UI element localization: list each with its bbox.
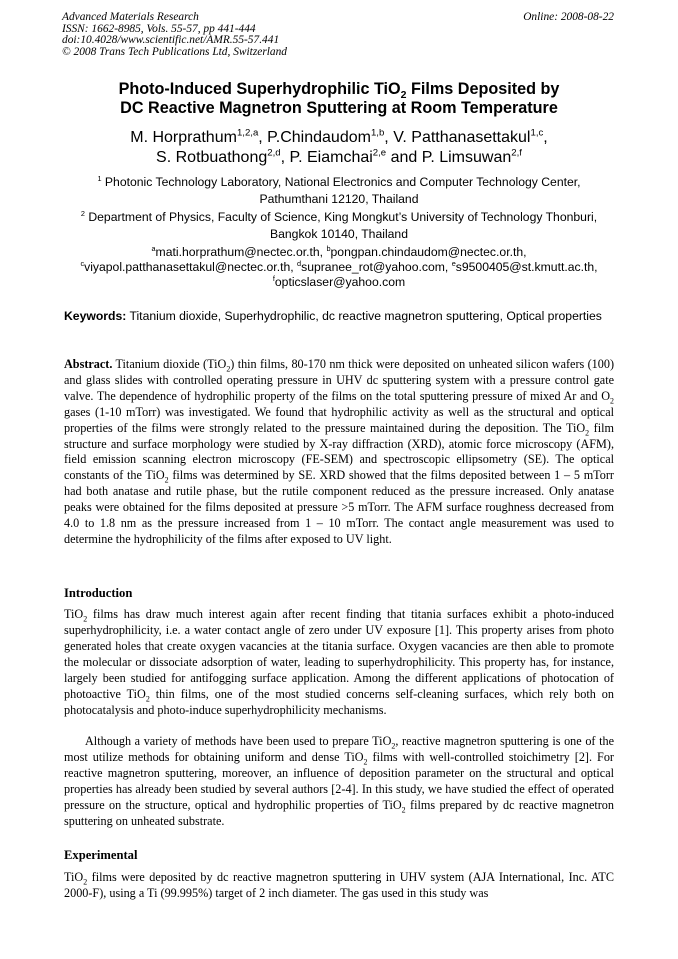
online-date: Online: 2008-08-22 xyxy=(523,11,614,23)
keywords-text: Titanium dioxide, Superhydrophilic, dc reactive magnetron sputtering, Optical properties xyxy=(126,309,602,323)
author-list xyxy=(40,128,638,168)
journal-name: Advanced Materials Research xyxy=(62,11,199,23)
keywords xyxy=(64,309,614,324)
running-header xyxy=(62,12,614,58)
title-line-1: Photo-Induced Superhydrophilic TiO$_2$ Films Deposited by xyxy=(118,80,560,102)
abstract-label: Abstract. xyxy=(64,357,113,371)
email-link: supranee_rot@yahoo.com, xyxy=(301,260,452,274)
email-link: pongpan.chindaudom@nectec.or.th, xyxy=(330,245,527,259)
author-emails: $^a$mati.horprathum@nectec.or.th, $^b$pongpan.chindaudom@nectec.or.th, $^c$viyapol.patthanasettakul@nectec.or.th, $^d$supranee_rot@yahoo.com, $^e$s9500405@st.kmutt.ac.th, $^f$opticslaser@yahoo.com xyxy=(80,243,598,289)
paper-title xyxy=(40,80,638,118)
title-line-2: DC Reactive Magnetron Sputtering at Room Temperature xyxy=(120,99,558,117)
author-line-1: M. Horprathum$^{1,2,a}$, P.Chindaudom$^{1,b}$, V. Patthanasettakul$^{1,c}$, xyxy=(130,127,548,146)
copyright-line: © 2008 Trans Tech Publications Ltd, Switzerland xyxy=(62,45,287,58)
affiliation-2: $^2$ Department of Physics, Faculty of Science, King Mongkut’s University of Technology Thonburi, Bangkok 10140, Thailand xyxy=(80,208,598,241)
email-link: opticslaser@yahoo.com xyxy=(274,275,406,289)
author-line-2: S. Rotbuathong$^{2,d}$, P. Eiamchai$^{2,e}$ and P. Limsuwan$^{2,f}$ xyxy=(156,147,522,166)
affiliation-1: $^1$ Photonic Technology Laboratory, National Electronics and Computer Technology Center, Pathumthani 12120, Thailand xyxy=(97,173,581,206)
email-link: viyapol.patthanasettakul@nectec.or.th, xyxy=(84,260,298,274)
introduction-paragraph-1: TiO$_2$ films has draw much interest again after recent finding that titania surfaces exhibit a photo-induced superhydrophilicity, i.e. a water contact angle of zero under UV exposure [1]. This property arises from photo generated holes that create oxygen vacancies at the titania surface. Oxygen vacancies are then able to promote the molecular or dissociate adsorption of water, leading to superhydrophilicity. This property has, for instance, largely been studied for antifogging surface application. Among the different applications of photocation of photoactive TiO$_2$ thin films, one of the most studied concerns self-cleaning surfaces, which rely both on photocatalysis and photo-induce superhydrophilicity mechanisms. xyxy=(64,607,614,717)
doi-line: doi:10.4028/www.scientific.net/AMR.55-57.441 xyxy=(62,34,280,47)
issn-line: ISSN: 1662-8985, Vols. 55-57, pp 441-444 xyxy=(62,22,256,35)
section-heading-experimental: Experimental xyxy=(64,848,138,862)
experimental-paragraph-1: TiO$_2$ films were deposited by dc reactive magnetron sputtering in UHV system (AJA International, Inc. ATC 2000-F), using a Ti (99.995%) target of 2 inch diameter. The gas used in this study was xyxy=(64,870,614,900)
section-heading-introduction: Introduction xyxy=(64,586,133,600)
introduction-paragraph-2: Although a variety of methods have been used to prepare TiO$_2$, reactive magnetron sputtering is one of the most utilize methods for obtaining uniform and dense TiO$_2$ films with well-controlled stoichimetry [2]. For reactive magnetron sputtering, moreover, an influence of deposition parameter on the structural and optical properties has already been studied by several authors [2-4]. In this study, we have studied the effect of operated pressure on the structure, optical and hydrophilic properties of TiO$_2$ films prepared by dc reactive magnetron sputtering on unheated substrate. xyxy=(64,734,614,828)
email-link: s9500405@st.kmutt.ac.th, xyxy=(455,260,598,274)
email-link: mati.horprathum@nectec.or.th, xyxy=(155,245,327,259)
keywords-label: Keywords: xyxy=(64,309,127,323)
abstract: Abstract. Titanium dioxide (TiO$_2$) thin films, 80-170 nm thick were deposited on unheated silicon wafers (100) and glass slides with controlled operating pressure in UHV dc sputtering system with a pressure control gate valve. The dependence of hydrophilic property of the films on the total sputtering pressure of mixed Ar and $O_2$ gases (1-10 mTorr) was investigated. We found that hydrophilic activity as well as the structural and optical properties of the films were strongly related to the pressure maintained during the deposition. The TiO$_2$ film structure and surface morphology were studied by X-ray diffraction (XRD), atomic force microscopy (AFM), field emission scanning electron microscopy (FE-SEM) and spectroscopic ellipsometry (SE). The optical constants of the TiO$_2$ films was determined by SE. XRD showed that the films deposited between 1 – 5 mTorr had both anatase and rutile phase, but the rutile component reduced as the pressure increased. Only anatase peaks were obtained for the films deposited at pressure >5 mTorr. The AFM surface roughness decreased from 4.0 to 1.8 nm as the pressure increased from 1 – 10 mTorr. The contact angle measurement was used to determine the hydrophilicity of the films after exposed to UV light. xyxy=(64,357,614,546)
